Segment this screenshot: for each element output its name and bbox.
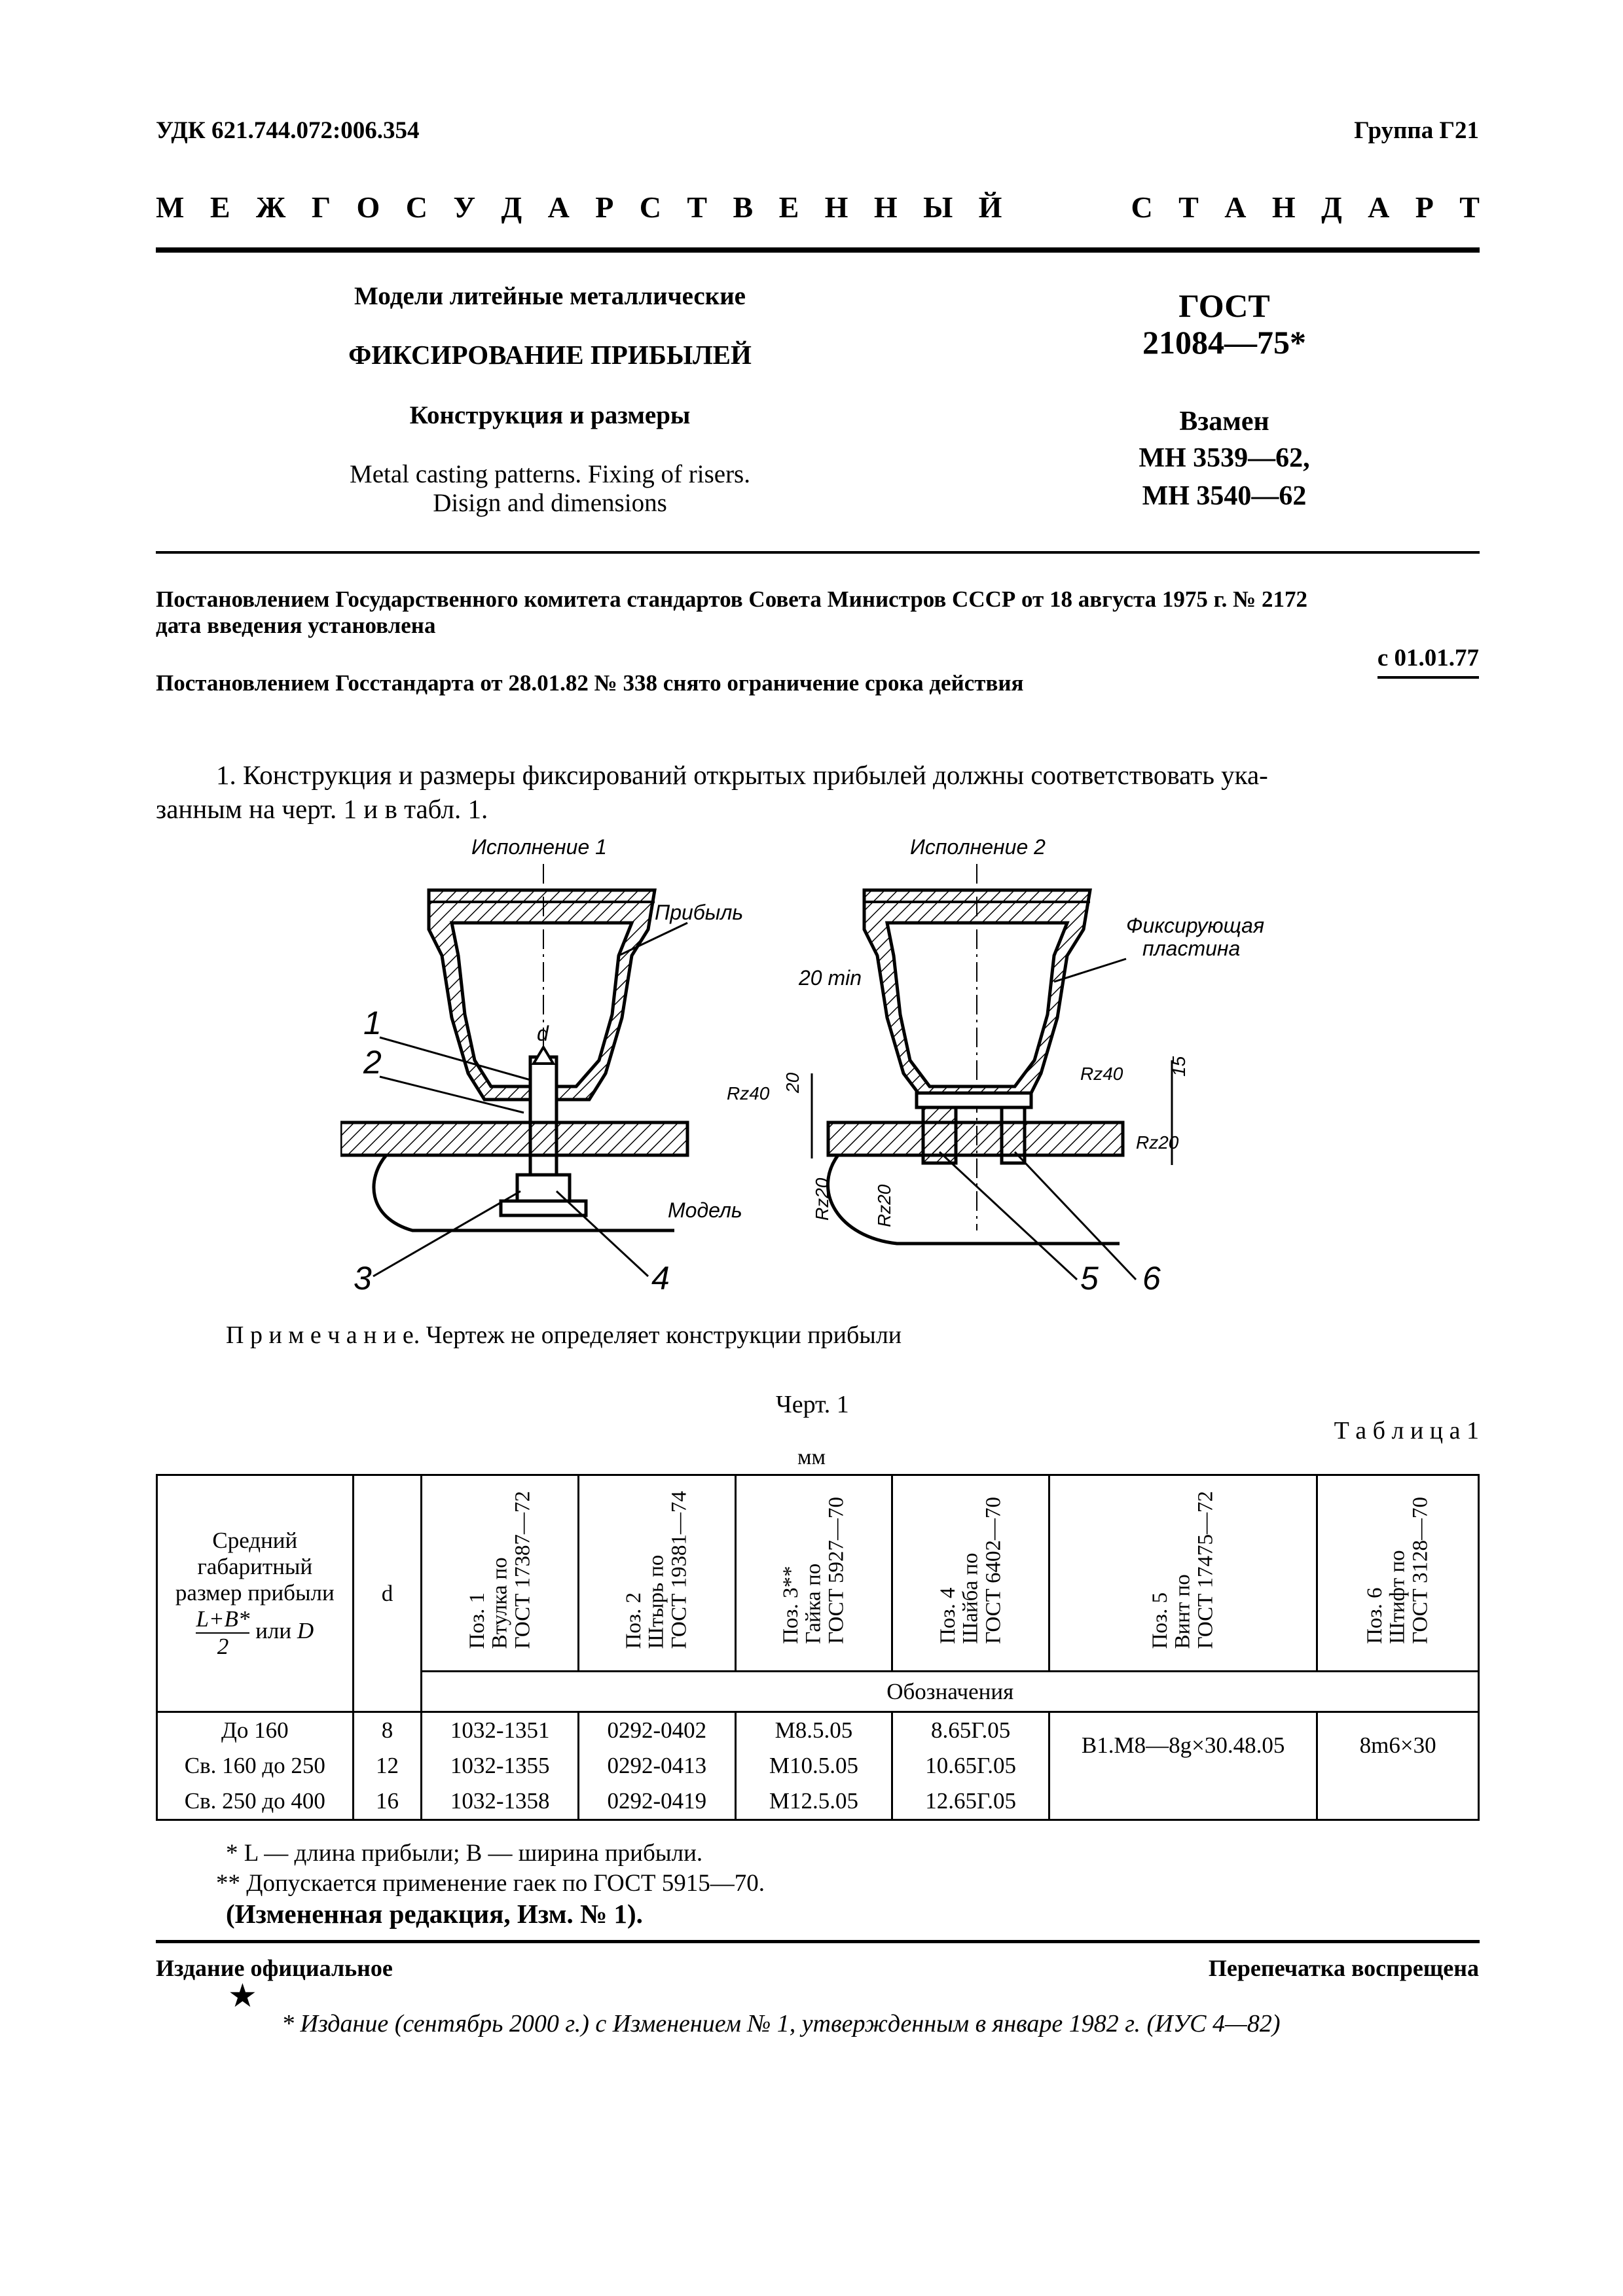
amendment-note: (Измененная редакция, Изм. № 1).	[226, 1899, 643, 1929]
plate-label-1: Фиксирующая	[1126, 914, 1265, 937]
footer-rule	[156, 1940, 1480, 1943]
variant1-label: Исполнение 1	[471, 835, 607, 859]
official-edition: Издание официальное	[156, 1955, 393, 1981]
rz20-bottom-1: Rz20	[812, 1177, 832, 1221]
units-label: мм	[797, 1445, 826, 1469]
figure-caption: Черт. 1	[776, 1391, 849, 1418]
mid-rule	[156, 551, 1480, 554]
plate-label-2: пластина	[1142, 937, 1241, 960]
clause1-line1: 1. Конструкция и размеры фиксирований открытых прибылей должны соответствовать ука-	[216, 760, 1268, 790]
variant1-riser	[340, 864, 687, 1230]
header-pos4: Поз. 4 Шайба по ГОСТ 6402—70	[892, 1475, 1049, 1672]
rz20-bottom-2: Rz20	[874, 1184, 894, 1227]
drawing-1	[340, 825, 1322, 1296]
table-row: Св. 250 до 400 16 1032-1358 0292-0419 М12.5.05 12.65Г.05	[157, 1784, 1479, 1820]
rz40-right: Rz40	[1080, 1064, 1123, 1084]
clause1-line2: занным на черт. 1 и в табл. 1.	[156, 794, 488, 824]
min-label: 20 min	[799, 966, 862, 990]
title-line1: Модели литейные металлические	[354, 282, 746, 310]
top-rule	[156, 247, 1480, 253]
model-label: Модель	[668, 1198, 742, 1222]
header-d: d	[353, 1475, 422, 1712]
rz40-left: Rz40	[727, 1083, 770, 1103]
callout-5: 5	[1080, 1260, 1099, 1296]
gost-number: 21084—75*	[1142, 324, 1306, 361]
decree-line1: Постановлением Государственного комитета стандартов Совета Министров СССР от 18 августа 1975 г. № 2172	[156, 586, 1307, 612]
drawing-note: П р и м е ч а н и е. Чертеж не определяет конструкции прибыли	[226, 1321, 902, 1349]
callout-3: 3	[354, 1260, 372, 1296]
callout-1: 1	[363, 1005, 382, 1041]
header-pos2: Поз. 2 Штырь по ГОСТ 19381—74	[579, 1475, 736, 1672]
dim-15: 15	[1169, 1056, 1189, 1077]
dim-d: d	[537, 1022, 549, 1045]
pos6-value: 8m6×30	[1317, 1712, 1479, 1820]
rz20-right: Rz20	[1136, 1132, 1179, 1153]
table-row: Св. 160 до 250 12 1032-1355 0292-0413 М10.5.05 10.65Г.05	[157, 1748, 1479, 1784]
title-en2: Disign and dimensions	[433, 489, 667, 517]
footnote-2: ** Допускается применение гаек по ГОСТ 5915—70.	[216, 1870, 765, 1897]
header-pos1: Поз. 1 Втулка по ГОСТ 17387—72	[422, 1475, 579, 1672]
header-pos5: Поз. 5 Винт по ГОСТ 17475—72	[1049, 1475, 1317, 1672]
variant2-riser	[828, 864, 1123, 1244]
replaces-2: МН 3540—62	[1142, 481, 1307, 511]
title-line3: Конструкция и размеры	[409, 401, 691, 429]
table-1	[156, 1474, 1480, 1821]
group-code: Группа Г21	[1354, 117, 1479, 144]
header-pos3: Поз. 3** Гайка по ГОСТ 5927—70	[735, 1475, 892, 1672]
effective-date: с 01.01.77	[1377, 644, 1479, 679]
callout-6: 6	[1142, 1260, 1161, 1296]
decree-line3: Постановлением Госстандарта от 28.01.82 № 338 снято ограничение срока действия	[156, 670, 1024, 696]
header-size: Средний габаритный размер прибыли $\frac{L+B*}{2}$ или D	[157, 1475, 354, 1712]
standard-type: М Е Ж Г О С У Д А Р С Т В Е Н Н Ы Й С Т А Н Д А Р Т	[156, 190, 1480, 224]
pos5-value: В1.М8—8g×30.48.05	[1049, 1712, 1317, 1820]
header-designations: Обозначения	[422, 1672, 1479, 1712]
replaces-1: МН 3539—62,	[1139, 443, 1310, 473]
variant2-label: Исполнение 2	[910, 835, 1046, 859]
gost-label: ГОСТ	[1178, 287, 1270, 324]
udk-code: УДК 621.744.072:006.354	[156, 117, 420, 144]
title-en1: Metal casting patterns. Fixing of risers.	[350, 460, 750, 488]
edition-note: * Издание (сентябрь 2000 г.) с Изменением № 1, утвержденным в январе 1982 г. (ИУС 4—82)	[282, 2010, 1281, 2037]
table-row: До 160 8 1032-1351 0292-0402 М8.5.05 8.65Г.05 В1.М8—8g×30.48.05 8m6×30	[157, 1712, 1479, 1749]
decree-line2: дата введения установлена	[156, 613, 436, 638]
table-caption: Т а б л и ц а 1	[1334, 1417, 1479, 1444]
reprint-prohibited: Перепечатка воспрещена	[1208, 1955, 1479, 1981]
callout-4: 4	[651, 1260, 670, 1296]
star-icon: ★	[228, 1977, 257, 2014]
replaces-label: Взамен	[1179, 406, 1269, 437]
riser-label: Прибыль	[655, 901, 744, 924]
dim-20: 20	[782, 1072, 803, 1093]
callout-2: 2	[363, 1044, 382, 1081]
footnote-1: * L — длина прибыли; B — ширина прибыли.	[226, 1840, 703, 1867]
title-line2: ФИКСИРОВАНИЕ ПРИБЫЛЕЙ	[348, 340, 752, 370]
header-pos6: Поз. 6 Штифт по ГОСТ 3128—70	[1317, 1475, 1479, 1672]
